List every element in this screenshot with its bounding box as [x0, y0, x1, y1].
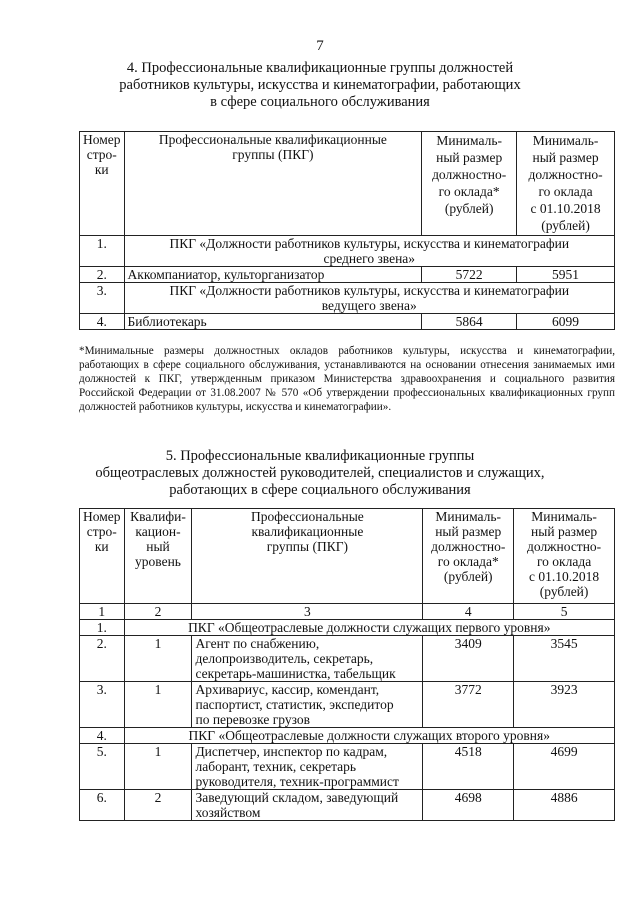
title-line: 5. Профессиональные квалификационные группы	[165, 448, 475, 464]
header-text: стро-	[86, 147, 117, 162]
table-row	[80, 682, 615, 728]
header-text: должностно-	[528, 167, 603, 182]
header-text: го оклада*	[438, 184, 500, 199]
column-number: 5	[514, 604, 615, 620]
column-number: 3	[192, 604, 423, 620]
group-title: ПКГ «Общеотраслевые должности служащих второго уровня»	[124, 728, 614, 744]
header-text: ки	[94, 162, 109, 177]
header-text: ный размер	[436, 150, 503, 165]
section5-table	[79, 508, 615, 821]
header-text: Минималь-	[532, 133, 599, 148]
min-salary-2018: 4699	[514, 744, 615, 790]
header-text: ный размер	[435, 524, 502, 539]
row-number: 3.	[80, 283, 125, 314]
header-text: ный размер	[532, 150, 599, 165]
row-number: 5.	[80, 744, 125, 790]
position-name	[192, 790, 423, 821]
qualification-level: 1	[124, 682, 192, 728]
min-salary: 3772	[423, 682, 514, 728]
column-number: 1	[80, 604, 125, 620]
name-line: паспортист, статистик, экспедитор	[195, 697, 394, 712]
name-line: Заведующий складом, заведующий	[195, 790, 399, 805]
group-text: ведущего звена»	[321, 298, 417, 313]
group-title	[124, 283, 614, 314]
group-text: ПКГ «Должности работников культуры, искусства и кинематографии	[169, 283, 570, 298]
footnote: *Минимальные размеры должностных окладов работников культуры, искусства и кинематографии, работающих в сфере социального обслуживания, устанавливаются на основании отнесения занимаемых ими должностей к ПКГ, утвержденным приказом Министерства здравоохранения и социального развития Российской Федерации от 31.08.2007 № 570 «Об утверждении профессиональных квалификационных групп должностей работников культуры, искусства и кинематографии».	[79, 345, 615, 413]
table-row	[80, 236, 615, 267]
position-name	[192, 636, 423, 682]
name-line: Архивариус, кассир, комендант,	[195, 682, 380, 697]
header-text: с 01.10.2018	[530, 201, 601, 216]
row-number: 6.	[80, 790, 125, 821]
title-line: общеотраслевых должностей руководителей, специалистов и служащих,	[95, 465, 545, 481]
header-text: (рублей)	[539, 584, 589, 599]
header-text: с 01.10.2018	[529, 569, 600, 584]
name-line: Агент по снабжению,	[195, 636, 320, 651]
min-salary: 5864	[422, 314, 517, 330]
header-text: Минималь-	[436, 133, 502, 148]
group-title	[124, 236, 614, 267]
qualification-level: 2	[124, 790, 192, 821]
position-name	[192, 744, 423, 790]
header-text: должностно-	[527, 539, 602, 554]
section5-title	[40, 448, 600, 499]
qualification-level: 1	[124, 636, 192, 682]
min-salary: 5722	[422, 267, 517, 283]
name-line: лаборант, техник, секретарь	[195, 759, 357, 774]
column-number: 2	[124, 604, 192, 620]
header-row-number	[80, 509, 125, 604]
table-row	[80, 283, 615, 314]
table-row	[80, 267, 615, 283]
header-text: Профессиональные	[250, 509, 364, 524]
header-text: Минималь-	[531, 509, 597, 524]
header-text: (рублей)	[444, 201, 494, 216]
name-line: хозяйством	[195, 805, 261, 820]
header-text: Номер	[83, 509, 121, 524]
row-number: 1.	[80, 236, 125, 267]
row-number: 1.	[80, 620, 125, 636]
min-salary: 3409	[423, 636, 514, 682]
title-line: в сфере социального обслуживания	[210, 94, 430, 110]
header-pkg	[124, 132, 422, 236]
header-row-number	[80, 132, 125, 236]
min-salary: 4518	[423, 744, 514, 790]
header-text: (рублей)	[443, 569, 493, 584]
header-text: го оклада*	[437, 554, 499, 569]
header-text: ный	[146, 539, 170, 554]
name-line: секретарь-машинистка, табельщик	[195, 666, 396, 681]
header-text: должностно-	[432, 167, 507, 182]
table-header-row	[80, 132, 615, 236]
name-line: руководителя, техник-программист	[195, 774, 399, 789]
header-text: квалификационные	[251, 524, 364, 539]
header-min-salary	[422, 132, 517, 236]
header-text: стро-	[86, 524, 117, 539]
min-salary: 4698	[423, 790, 514, 821]
header-text: Профессиональные квалификационные	[158, 132, 387, 147]
header-text: Минималь-	[435, 509, 502, 524]
header-text: (рублей)	[541, 218, 590, 233]
min-salary-2018: 5951	[517, 267, 615, 283]
header-min-salary-2018	[517, 132, 615, 236]
table-header-row	[80, 509, 615, 604]
table-row	[80, 728, 615, 744]
min-salary-2018: 3923	[514, 682, 615, 728]
header-min-salary-2018	[514, 509, 615, 604]
page-number: 7	[316, 38, 324, 54]
group-title: ПКГ «Общеотраслевые должности служащих первого уровня»	[124, 620, 614, 636]
header-text: Номер	[83, 132, 121, 147]
min-salary-2018: 3545	[514, 636, 615, 682]
row-number: 3.	[80, 682, 125, 728]
header-text: Квалифи-	[130, 509, 186, 524]
row-number: 4.	[80, 728, 125, 744]
title-line: работающих в сфере социального обслуживания	[169, 482, 471, 498]
column-numbers-row	[80, 604, 615, 620]
header-text: го оклада	[538, 184, 593, 199]
position-name: Библиотекарь	[124, 314, 422, 330]
table-row	[80, 790, 615, 821]
position-name: Аккомпаниатор, культорганизатор	[124, 267, 422, 283]
min-salary-2018: 4886	[514, 790, 615, 821]
row-number: 4.	[80, 314, 125, 330]
header-text: кацион-	[135, 524, 181, 539]
qualification-level: 1	[124, 744, 192, 790]
title-line: 4. Профессиональные квалификационные группы должностей	[126, 60, 514, 76]
table-row	[80, 620, 615, 636]
header-level	[124, 509, 192, 604]
header-text: уровень	[135, 554, 181, 569]
header-text: группы (ПКГ)	[232, 147, 314, 162]
section4-table	[79, 131, 615, 330]
group-text: среднего звена»	[323, 251, 416, 266]
position-name	[192, 682, 423, 728]
table-row	[80, 314, 615, 330]
header-text: группы (ПКГ)	[266, 539, 349, 554]
table-row	[80, 636, 615, 682]
column-number: 4	[423, 604, 514, 620]
header-text: ный размер	[531, 524, 598, 539]
header-text: ки	[94, 539, 109, 554]
row-number: 2.	[80, 636, 125, 682]
header-text: го оклада	[536, 554, 592, 569]
header-min-salary	[423, 509, 514, 604]
name-line: Диспетчер, инспектор по кадрам,	[195, 744, 388, 759]
row-number: 2.	[80, 267, 125, 283]
header-text: должностно-	[431, 539, 506, 554]
group-text: ПКГ «Должности работников культуры, искусства и кинематографии	[169, 236, 570, 251]
name-line: по перевозке грузов	[195, 712, 310, 727]
header-pkg	[192, 509, 423, 604]
section4-title	[40, 60, 600, 111]
name-line: делопроизводитель, секретарь,	[195, 651, 374, 666]
table-row	[80, 744, 615, 790]
min-salary-2018: 6099	[517, 314, 615, 330]
title-line: работников культуры, искусства и кинематографии, работающих	[119, 77, 521, 93]
